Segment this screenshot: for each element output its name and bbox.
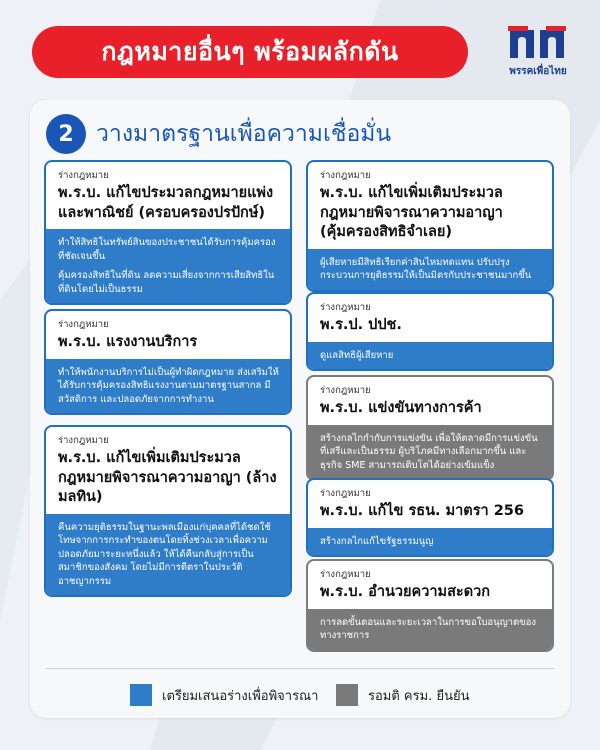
card-description-line: คืนความยุติธรรมในฐานะพลเมืองแก่บุคคลที่ได้ชดใช้โทษจากการกระทำของตนโดยทิ้งช่วงเวลาเพื่อความปลอดภัยมาระยะหนึ่งแล้ว ให้ได้คืนกลับสู่การเป็นสมาชิกของสังคม โดยไม่มีการตีตราในประวัติอาชญากรรม: [58, 521, 271, 587]
card-title: พ.ร.บ. แก้ไขประมวลกฎหมายแพ่งและพาณิชย์ (ครอบครองปรปักษ์): [58, 185, 274, 221]
card-description-line: สร้างกลไกแก้ไขรัฐธรรมนูญ: [320, 535, 434, 547]
card-kicker: ร่างกฎหมาย: [320, 385, 371, 396]
card-title: พ.ร.บ. แก้ไข รธน. มาตรา 256: [320, 503, 524, 519]
card-title: พ.ร.บ. แก้ไขเพิ่มเติมประมวลกฎหมายพิจารณาความอาญา (คุ้มครองสิทธิจำเลย): [320, 185, 503, 241]
card-kicker: ร่างกฎหมาย: [320, 302, 371, 313]
legend-item-blue: [130, 684, 318, 706]
law-card: [44, 309, 292, 415]
card-description-line: สร้างกลไกกำกับการแข่งขัน เพื่อให้ตลาดมีการแข่งขันที่เสรีและเป็นธรรม ผู้บริโภคมีทางเลือกมากขึ้น และธุรกิจ SME สามารถเติบโตได้อย่างเข้มแข็ง: [320, 432, 538, 471]
card-kicker: ร่างกฎหมาย: [58, 170, 109, 181]
card-title: พ.ร.บ. อำนวยความสะดวก: [320, 584, 491, 600]
legend-item-gray: [336, 684, 469, 706]
law-card: [306, 292, 554, 371]
card-description: [308, 528, 552, 555]
legend-swatch-blue: [130, 684, 152, 706]
card-description: [308, 609, 552, 650]
page-title: กฎหมายอื่นๆ พร้อมผลักดัน: [101, 37, 399, 66]
law-card: [306, 478, 554, 557]
card-kicker: ร่างกฎหมาย: [320, 170, 371, 181]
legend-swatch-gray: [336, 684, 358, 706]
card-description: [46, 514, 290, 595]
card-description: [46, 359, 290, 413]
section-title: วางมาตรฐานเพื่อความเชื่อมั่น: [96, 121, 392, 147]
law-card: [306, 375, 554, 481]
card-description-line: ทำให้สิทธิในทรัพย์สินของประชาชนได้รับการคุ้มครองที่ชัดเจนขึ้น: [58, 237, 276, 262]
legend-label-gray: รอมติ ครม. ยืนยัน: [368, 688, 470, 704]
card-kicker: ร่างกฎหมาย: [58, 319, 109, 330]
card-description: [308, 425, 552, 479]
card-description-line: ดูแลสิทธิผู้เสียหาย: [320, 349, 394, 361]
card-description-line: การลดขั้นตอนและระยะเวลาในการขอใบอนุญาตของทางราชการ: [320, 616, 537, 642]
law-card: [306, 160, 554, 292]
card-description-line: คุ้มครองสิทธิในที่ดิน ลดความเสี่ยงจากการเสียสิทธิในที่ดินโดยไม่เป็นธรรม: [58, 270, 275, 295]
law-card: [306, 559, 554, 652]
party-logo: [498, 22, 578, 84]
header-banner: [32, 26, 468, 78]
card-title: พ.ร.ป. ปปช.: [320, 317, 402, 333]
section-number-badge: 2: [46, 114, 86, 154]
legend-divider: [46, 668, 554, 669]
card-title: พ.ร.บ. แข่งขันทางการค้า: [320, 400, 482, 416]
card-title: พ.ร.บ. แก้ไขเพิ่มเติมประมวลกฎหมายพิจารณาความอาญา (ล้างมลทิน): [58, 450, 277, 506]
card-description-line: ผู้เสียหายมีสิทธิเรียกค่าสินไหมทดแทน ปรับปรุงกระบวนการยุติธรรมให้เป็นมิตรกับประชาชนมากขึ้น: [320, 256, 532, 282]
legend-label-blue: เตรียมเสนอร่างเพื่อพิจารณา: [162, 688, 319, 704]
party-logo-text: พรรคเพื่อไทย: [509, 66, 567, 77]
card-description: [308, 249, 552, 290]
card-description-line: ทำให้พนักงานบริการไม่เป็นผู้ทำผิดกฎหมาย ส่งเสริมให้ได้รับการคุ้มครองสิทธิแรงงานตามมาตรฐานสากล มีสวัสดิการ และปลอดภัยจากการทำงาน: [58, 366, 279, 405]
party-logo-icon: [506, 22, 570, 62]
card-description: [46, 229, 290, 303]
card-title: พ.ร.บ. แรงงานบริการ: [58, 334, 198, 350]
law-card: [44, 425, 292, 597]
law-card: [44, 160, 292, 305]
card-description: [308, 342, 552, 369]
card-kicker: ร่างกฎหมาย: [320, 488, 371, 499]
card-kicker: ร่างกฎหมาย: [320, 569, 371, 580]
card-kicker: ร่างกฎหมาย: [58, 435, 109, 446]
